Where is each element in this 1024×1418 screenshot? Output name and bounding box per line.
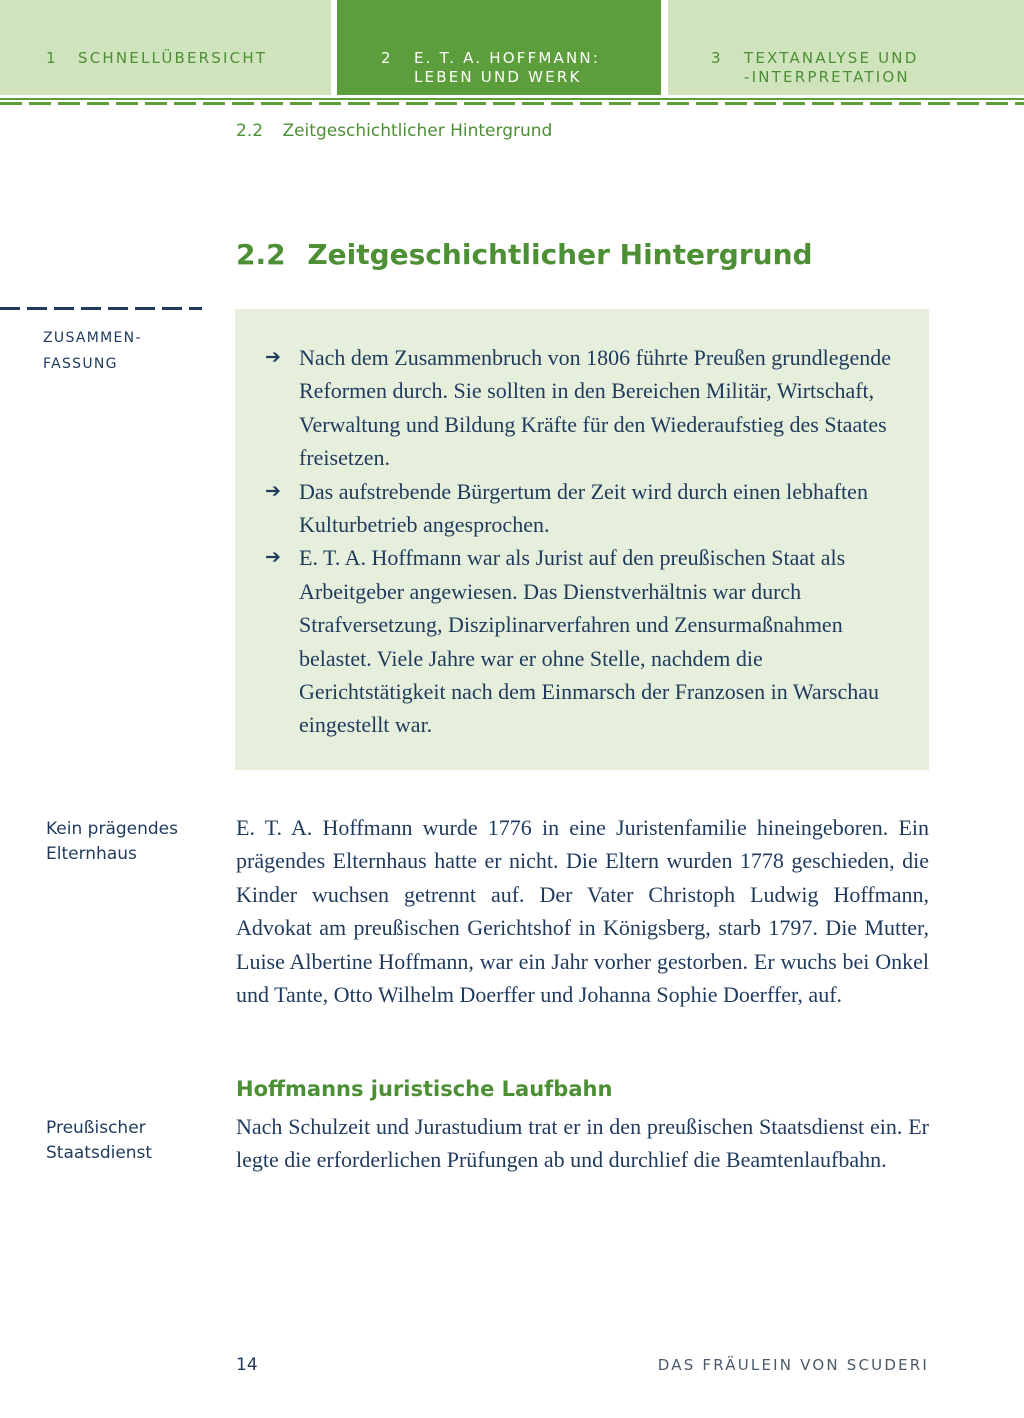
margin-note-elternhaus: Kein prägendes Elternhaus	[46, 819, 178, 864]
margin-note-staatsdienst: Preußischer Staatsdienst	[46, 1118, 153, 1163]
body-paragraph-career: Nach Schulzeit und Jurastudium trat er in den preußischen Staatsdienst ein. Er legte die erforderlichen Prüfungen ab und durchlief die Beamtenlaufbahn.	[236, 1114, 929, 1173]
nav-tab-textanalyse[interactable]	[668, 0, 1024, 95]
summary-item-text: Nach dem Zusammenbruch von 1806 führte Preußen grundlegende Reformen durch. Sie sollten in den Bereichen Militär, Wirtschaft, Verwaltung und Bildung Kräfte für den Wiederaufstieg des Staates freisetzen.	[299, 345, 891, 471]
subheading-laufbahn: Hoffmanns juristische Laufbahn	[236, 1077, 613, 1101]
running-head-number: 2.2	[236, 121, 264, 141]
summary-item	[265, 475, 905, 542]
header-rule	[0, 98, 1024, 100]
summary-item-text: E. T. A. Hoffmann war als Jurist auf den preußischen Staat als Arbeitgeber angewiesen. Das Dienstverhältnis war durch Strafversetzung, Disziplinarverfahren und Zensurmaßnahmen belastet. Viele Jahre war er ohne Stelle, nachdem die Gerichtstätigkeit nach dem Einmarsch der Franzosen in Warschau eingestellt war.	[299, 545, 880, 738]
chapter-title-text: Zeitgeschichtlicher Hintergrund	[307, 238, 813, 271]
chapter-title	[236, 238, 813, 271]
page-number: 14	[236, 1355, 258, 1375]
tab-number: 3	[711, 49, 723, 67]
nav-tab-schnelluebersicht[interactable]	[0, 0, 331, 95]
tab-number: 2	[381, 49, 393, 67]
chapter-number: 2.2	[236, 238, 286, 271]
running-head	[236, 121, 552, 141]
arrow-right-icon: ➔	[265, 346, 281, 368]
tab-label: TEXTANALYSE UND -INTERPRETATION	[744, 49, 919, 86]
summary-box	[235, 309, 929, 770]
tab-number: 1	[46, 49, 58, 67]
header-dashed-rule	[0, 102, 1024, 105]
tab-label: E. T. A. HOFFMANN: LEBEN UND WERK	[414, 49, 601, 86]
running-head-title: Zeitgeschichtlicher Hintergrund	[282, 121, 553, 141]
arrow-right-icon: ➔	[265, 479, 281, 502]
summary-item	[265, 541, 905, 741]
summary-side-dash	[0, 307, 202, 310]
nav-tab-leben-und-werk[interactable]	[337, 0, 661, 95]
arrow-right-icon: ➔	[265, 546, 281, 569]
summary-item-text: Das aufstrebende Bürgertum der Zeit wird durch einen lebhaften Kulturbetrieb angesprochen.	[299, 478, 868, 538]
summary-item	[265, 341, 905, 475]
book-title: DAS FRÄULEIN VON SCUDERI	[657, 1356, 929, 1374]
body-paragraph-childhood: E. T. A. Hoffmann wurde 1776 in eine Juristenfamilie hineingeboren. Ein prägendes Elternhaus hatte er nicht. Die Eltern wurden 1778 geschieden, die Kinder wuchsen getrennt auf. Der Vater Christoph Ludwig Hoffmann, Advokat am preußischen Gerichtshof in Königsberg, starb 1797. Die Mutter, Luise Albertine Hoffmann, war ein Jahr vorher gestorben. Er wuchs bei Onkel und Tante, Otto Wilhelm Doerffer und Johanna Sophie Doerffer, auf.	[236, 815, 929, 1008]
tab-label: SCHNELLÜBERSICHT	[78, 49, 268, 67]
summary-label: ZUSAMMEN- FASSUNG	[43, 330, 142, 372]
